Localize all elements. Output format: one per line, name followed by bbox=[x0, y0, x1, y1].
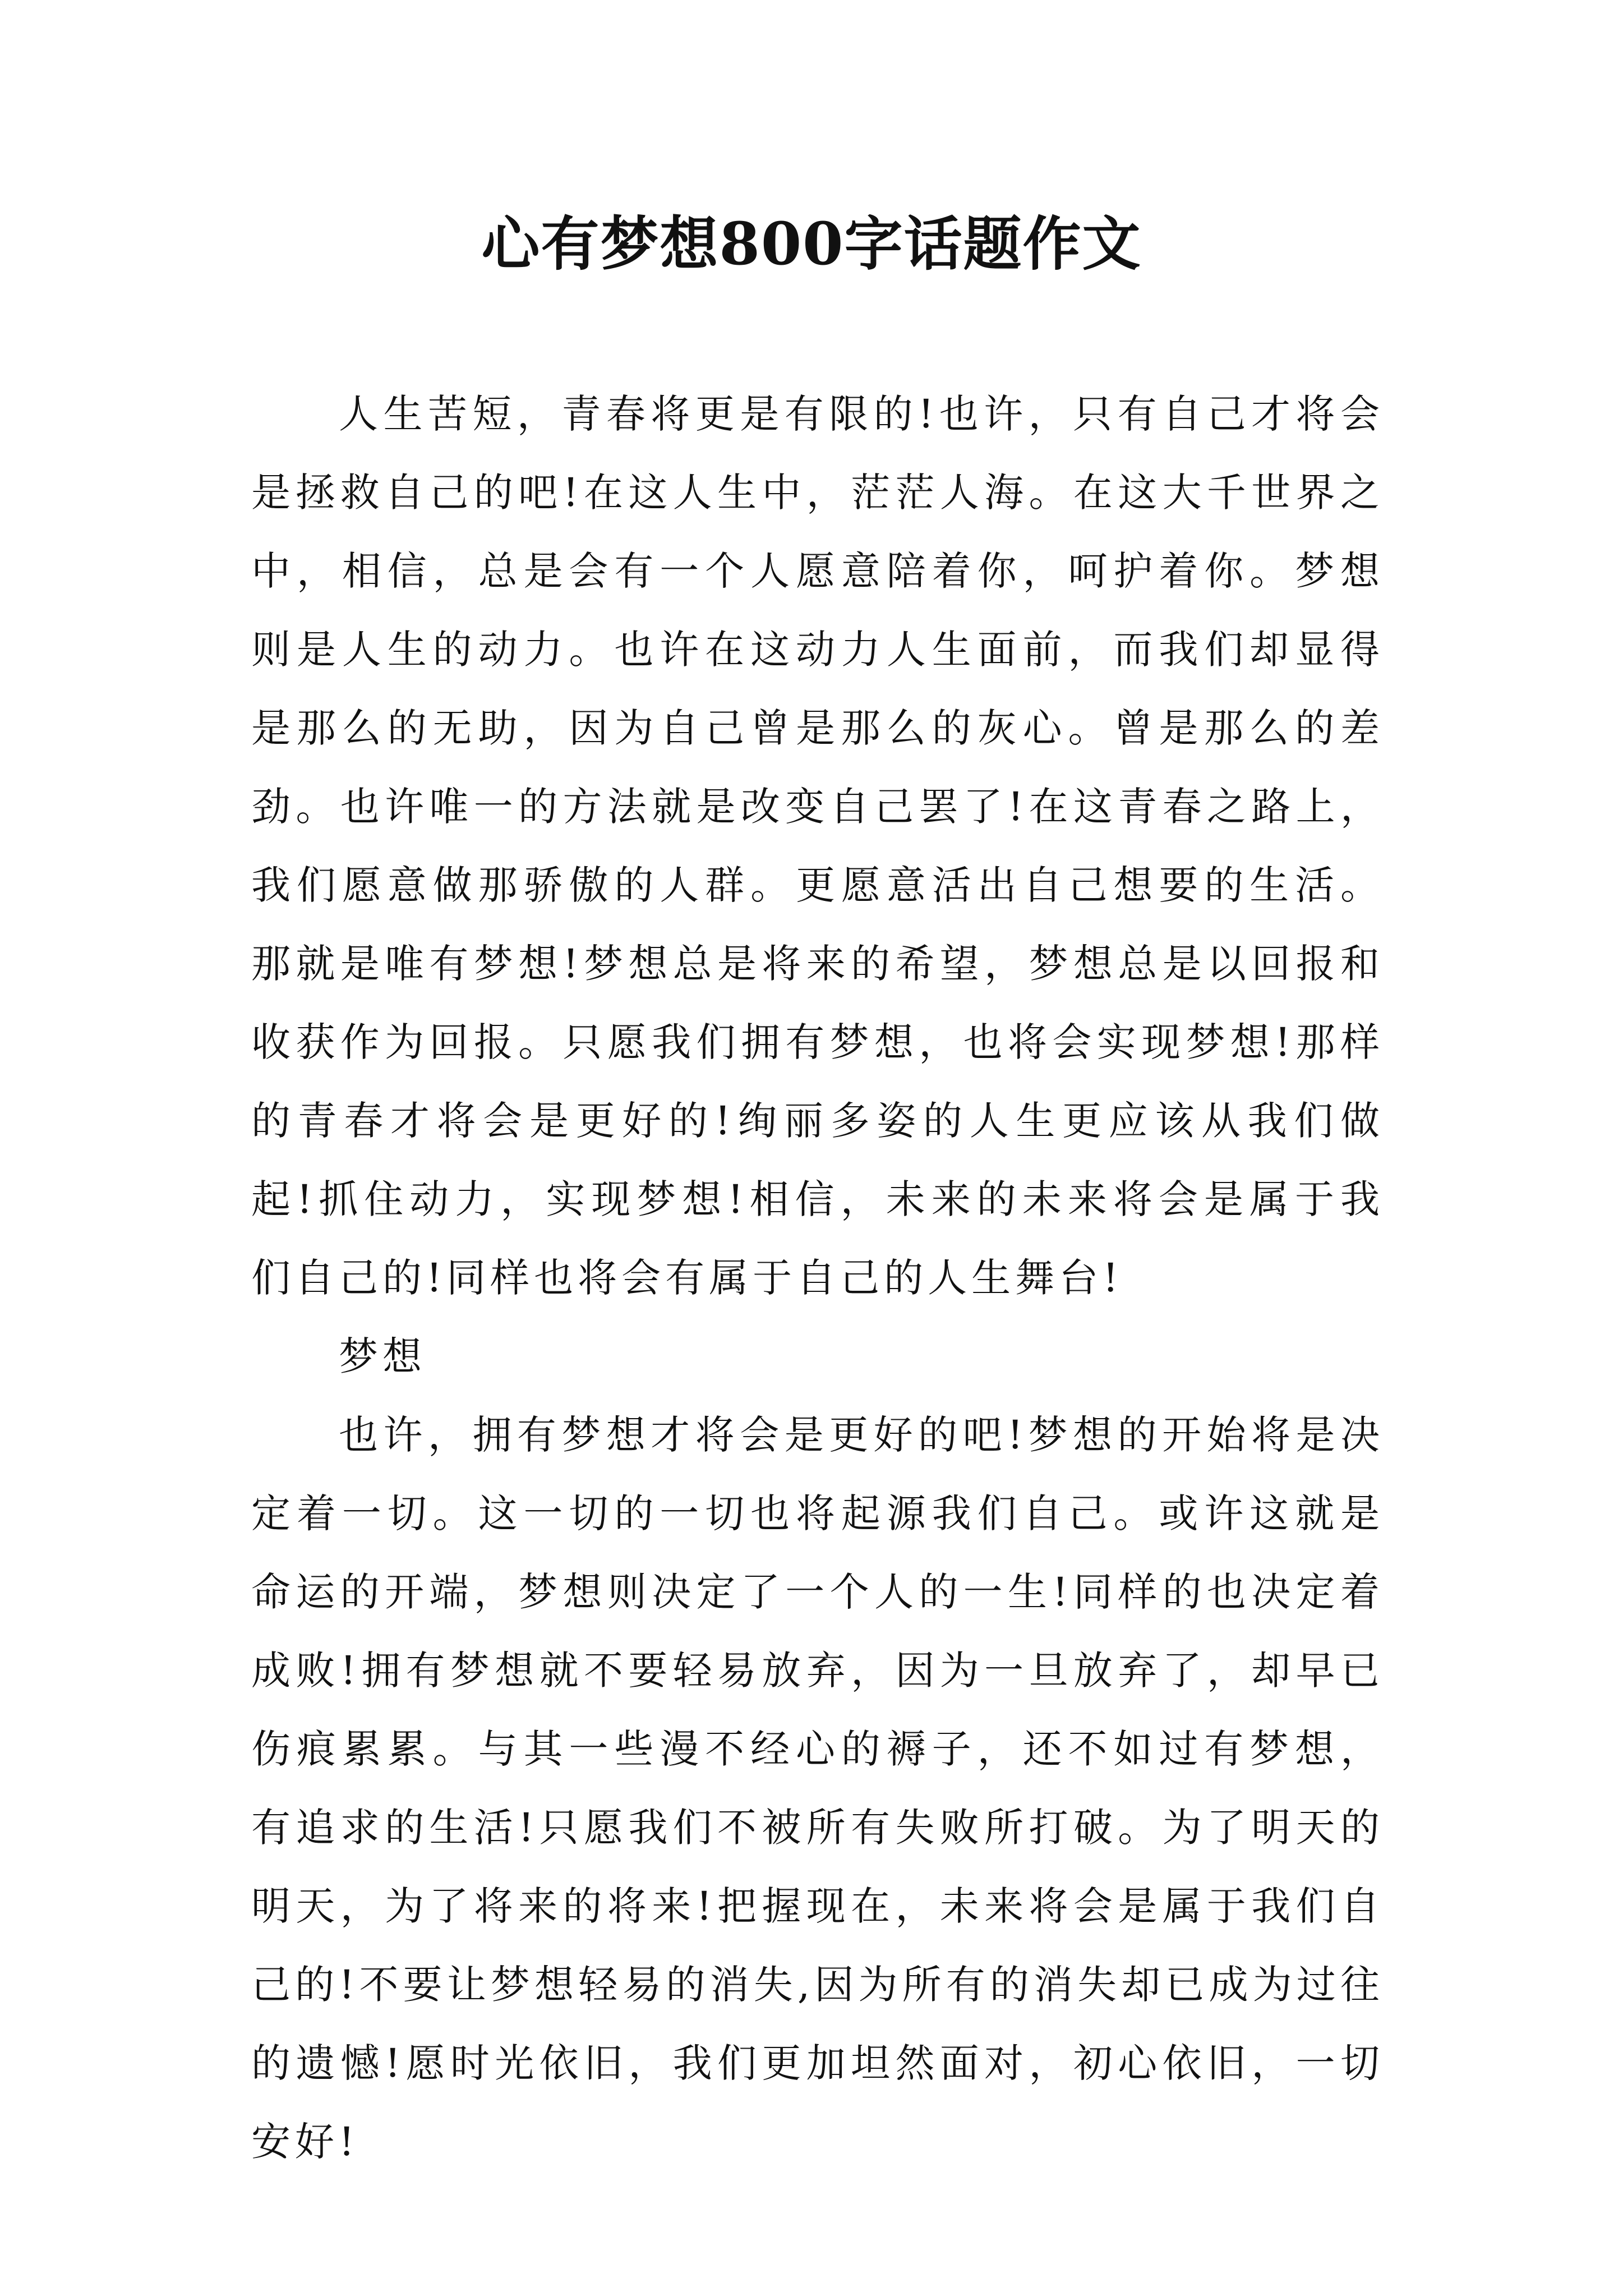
section-subheading: 梦想 bbox=[339, 1333, 426, 1379]
paragraph-2: 也许，拥有梦想才将会是更好的吧!梦想的开始将是决定着一切。这一切的一切也将起源我们自己。或许这就是命运的开端，梦想则决定了一个人的一生!同样的也决定着成败!拥有梦想就不要轻易放弃，因为一旦放弃了，却早已伤痕累累。与其一些漫不经心的褥子，还不如过有梦想，有追求的生活!只愿我们不被所有失败所打破。为了明天的明天，为了将来的将来!把握现在，未来将会是属于我们自己的!不要让梦想轻易的消失,因为所有的消失却已成为过往的遗憾!愿时光依旧，我们更加坦然面对，初心依旧，一切安好! bbox=[251, 1412, 1384, 2165]
document-title: 心有梦想800字话题作文 bbox=[481, 209, 1142, 278]
document-body bbox=[251, 375, 1384, 2181]
paragraph-1: 人生苦短，青春将更是有限的!也许，只有自己才将会是拯救自己的吧!在这人生中，茫茫人海。在这大千世界之中，相信，总是会有一个人愿意陪着你，呵护着你。梦想则是人生的动力。也许在这动力人生面前，而我们却显得是那么的无助，因为自己曾是那么的灰心。曾是那么的差劲。也许唯一的方法就是改变自己罢了!在这青春之路上，我们愿意做那骄傲的人群。更愿意活出自己想要的生活。那就是唯有梦想!梦想总是将来的希望，梦想总是以回报和收获作为回报。只愿我们拥有梦想，也将会实现梦想!那样的青春才将会是更好的!绚丽多姿的人生更应该从我们做起!抓住动力，实现梦想!相信，未来的未来将会是属于我们自己的!同样也将会有属于自己的人生舞台! bbox=[251, 391, 1384, 1301]
